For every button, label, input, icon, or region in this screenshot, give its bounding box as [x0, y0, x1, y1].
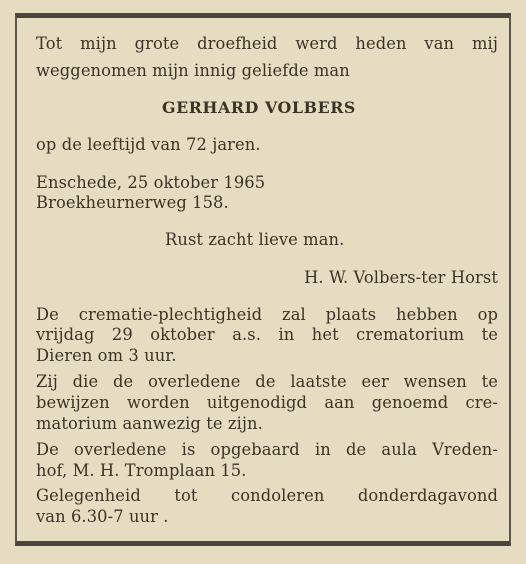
age-line: op de leeftijd van 72 jaren. — [36, 135, 261, 154]
farewell-line: Rust zacht lieve man. — [165, 230, 345, 249]
notice-line-2: weggenomen mijn innig geliefde man — [36, 61, 350, 80]
condolence-line-1: Gelegenheid tot condoleren donderdagavond — [36, 486, 498, 505]
place-date: Enschede, 25 oktober 1965 — [36, 173, 266, 192]
lying-in-state-line-2: hof, M. H. Tromplaan 15. — [36, 461, 247, 480]
cremation-line-3: Dieren om 3 uur. — [36, 346, 177, 365]
signature: H. W. Volbers-ter Horst — [304, 268, 498, 287]
address: Broekheurnerweg 158. — [36, 193, 229, 212]
condolence-line-2: van 6.30-7 uur . — [36, 507, 169, 526]
cremation-line-1: De crematie-plechtigheid zal plaats hebben op — [36, 305, 498, 324]
invitation-line-1: Zij die de overledene de laatste eer wensen te — [36, 372, 498, 391]
notice-line-1: Tot mijn grote droefheid werd heden van mij — [36, 34, 498, 53]
invitation-line-3: matorium aanwezig te zijn. — [36, 414, 263, 433]
invitation-line-2: bewijzen worden uitgenodigd aan genoemd cre- — [36, 393, 498, 412]
cremation-line-2: vrijdag 29 oktober a.s. in het crematorium te — [36, 325, 498, 344]
lying-in-state-line-1: De overledene is opgebaard in de aula Vreden- — [36, 440, 498, 459]
deceased-name: GERHARD VOLBERS — [162, 98, 356, 117]
